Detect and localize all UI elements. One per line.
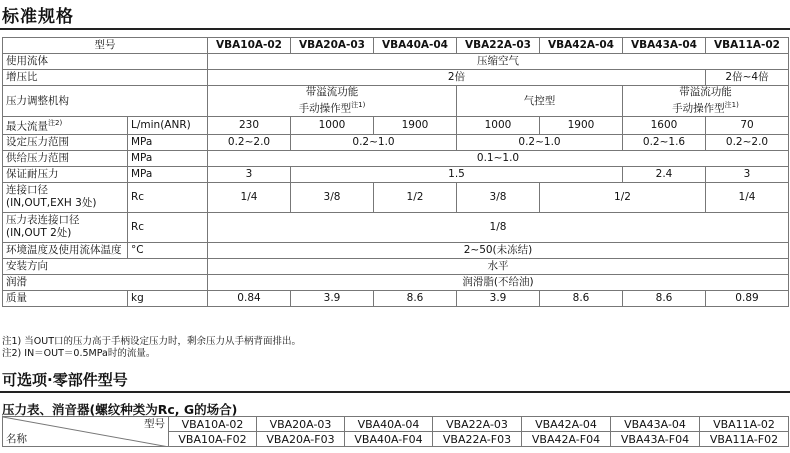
cell: 1000 xyxy=(291,117,374,135)
table-row xyxy=(3,166,789,182)
table-row xyxy=(3,417,789,432)
cell: VBA42A-F04 xyxy=(522,432,611,447)
footnote: 注2) IN＝OUT＝0.5MPa时的流量。 xyxy=(2,348,156,359)
model-header: VBA40A-04 xyxy=(374,38,457,54)
corner-cell xyxy=(3,417,169,447)
cell: 水平 xyxy=(208,258,789,274)
page-title: 标准规格 xyxy=(2,7,74,27)
unit: Rc xyxy=(128,182,208,212)
row-label: 供给压力范围 xyxy=(3,150,128,166)
cell: 2.4 xyxy=(623,166,706,182)
table-row xyxy=(3,150,789,166)
cell: 8.6 xyxy=(540,290,623,306)
row-label-text: 最大流量 xyxy=(6,120,48,133)
row-label: 安装方向 xyxy=(3,258,208,274)
row-label xyxy=(3,117,128,135)
row-label: 设定压力范围 xyxy=(3,134,128,150)
header-label: 型号 xyxy=(3,38,208,54)
cell: 1/8 xyxy=(208,212,789,242)
row-label: 润滑 xyxy=(3,274,208,290)
table-row xyxy=(3,86,789,117)
cell: 1900 xyxy=(374,117,457,135)
cell: VBA10A-F02 xyxy=(169,432,257,447)
cell: VBA20A-03 xyxy=(257,417,345,432)
cell: VBA40A-F04 xyxy=(345,432,433,447)
table-row xyxy=(3,258,789,274)
cell: 压缩空气 xyxy=(208,54,789,70)
row-label: 增压比 xyxy=(3,70,208,86)
cell: VBA42A-04 xyxy=(522,417,611,432)
unit: MPa xyxy=(128,150,208,166)
row-label-line: 压力表连接口径 xyxy=(6,214,80,226)
table-row xyxy=(3,134,789,150)
table-row xyxy=(3,212,789,242)
cell: 70 xyxy=(706,117,789,135)
unit: kg xyxy=(128,290,208,306)
cell: 230 xyxy=(208,117,291,135)
row-label: 环境温度及使用流体温度 xyxy=(3,242,128,258)
cell: 1600 xyxy=(623,117,706,135)
spec-table xyxy=(2,37,789,307)
cell: 1000 xyxy=(457,117,540,135)
cell: 3.9 xyxy=(291,290,374,306)
cell: VBA22A-03 xyxy=(433,417,522,432)
cell: 2倍 xyxy=(208,70,706,86)
unit: Rc xyxy=(128,212,208,242)
row-label xyxy=(3,212,128,242)
model-header: VBA43A-04 xyxy=(623,38,706,54)
table-row xyxy=(3,274,789,290)
cell-line xyxy=(626,99,785,116)
footnotes xyxy=(2,336,301,360)
cell: 气控型 xyxy=(457,86,623,117)
cell: 8.6 xyxy=(623,290,706,306)
cell: VBA11A-02 xyxy=(700,417,789,432)
cell: 0.1~1.0 xyxy=(208,150,789,166)
table-row xyxy=(3,54,789,70)
table-row xyxy=(3,182,789,212)
unit: MPa xyxy=(128,166,208,182)
cell: 润滑脂(不给油) xyxy=(208,274,789,290)
model-header: VBA42A-04 xyxy=(540,38,623,54)
cell-line: 带溢流功能 xyxy=(305,86,359,99)
row-label: 使用流体 xyxy=(3,54,208,70)
cell: 1/4 xyxy=(706,182,789,212)
cell: 3 xyxy=(706,166,789,182)
cell: 3/8 xyxy=(457,182,540,212)
note-marker: 注1) xyxy=(724,101,739,110)
cell: VBA11A-F02 xyxy=(700,432,789,447)
cell: VBA40A-04 xyxy=(345,417,433,432)
cell-text: 手动操作型 xyxy=(298,102,352,115)
row-label: 压力调整机构 xyxy=(3,86,208,117)
title-rule xyxy=(0,28,790,30)
cell: 1.5 xyxy=(291,166,623,182)
cell-line xyxy=(211,99,453,116)
note-marker: 注1) xyxy=(351,101,366,110)
cell: VBA10A-02 xyxy=(169,417,257,432)
cell-line: 带溢流功能 xyxy=(679,86,732,99)
model-header: VBA10A-02 xyxy=(208,38,291,54)
footnote: 注1) 当OUT口的压力高于手柄设定压力时，剩余压力从手柄背面排出。 xyxy=(2,336,302,347)
row-label-line: (IN,OUT 2处) xyxy=(6,227,72,239)
cell xyxy=(208,86,457,117)
cell: 3 xyxy=(208,166,291,182)
cell: 3/8 xyxy=(291,182,374,212)
cell: 0.2~2.0 xyxy=(706,134,789,150)
cell: 2~50(未冻结) xyxy=(208,242,789,258)
cell: 0.2~1.0 xyxy=(457,134,623,150)
cell: 0.2~1.6 xyxy=(623,134,706,150)
cell: 0.89 xyxy=(706,290,789,306)
cell-text: 手动操作型 xyxy=(672,102,725,115)
model-header: VBA11A-02 xyxy=(706,38,789,54)
cell: VBA43A-04 xyxy=(611,417,700,432)
section-title: 可选项·零部件型号 xyxy=(2,371,128,389)
table-row xyxy=(3,290,789,306)
cell: 1/4 xyxy=(208,182,291,212)
corner-name-label: 名称 xyxy=(6,433,27,445)
row-label xyxy=(3,182,128,212)
cell: 3.9 xyxy=(457,290,540,306)
row-label: 质量 xyxy=(3,290,128,306)
model-header: VBA20A-03 xyxy=(291,38,374,54)
cell: 2倍~4倍 xyxy=(706,70,789,86)
row-label: 保证耐压力 xyxy=(3,166,128,182)
header-row xyxy=(3,38,789,54)
table-row xyxy=(3,117,789,135)
corner-model-label: 型号 xyxy=(144,418,165,430)
cell: 8.6 xyxy=(374,290,457,306)
table-row xyxy=(3,70,789,86)
cell: VBA22A-F03 xyxy=(433,432,522,447)
unit: MPa xyxy=(128,134,208,150)
cell: 1900 xyxy=(540,117,623,135)
unit: °C xyxy=(128,242,208,258)
note-marker: 注2) xyxy=(48,119,63,127)
cell: 0.2~1.0 xyxy=(291,134,457,150)
cell: 1/2 xyxy=(540,182,706,212)
row-label-line: (IN,OUT,EXH 3处) xyxy=(6,197,97,209)
model-header: VBA22A-03 xyxy=(457,38,540,54)
cell: 0.84 xyxy=(208,290,291,306)
row-label-line: 连接口径 xyxy=(6,184,48,196)
cell: 0.2~2.0 xyxy=(208,134,291,150)
subsection-title: 压力表、消音器(螺纹种类为Rc, G的场合) xyxy=(2,402,238,417)
cell xyxy=(623,86,789,117)
cell: VBA43A-F04 xyxy=(611,432,700,447)
cell: VBA20A-F03 xyxy=(257,432,345,447)
table-row xyxy=(3,242,789,258)
unit: L/min(ANR) xyxy=(128,117,208,135)
option-table xyxy=(2,416,789,447)
cell: 1/2 xyxy=(374,182,457,212)
section-rule xyxy=(0,391,790,393)
